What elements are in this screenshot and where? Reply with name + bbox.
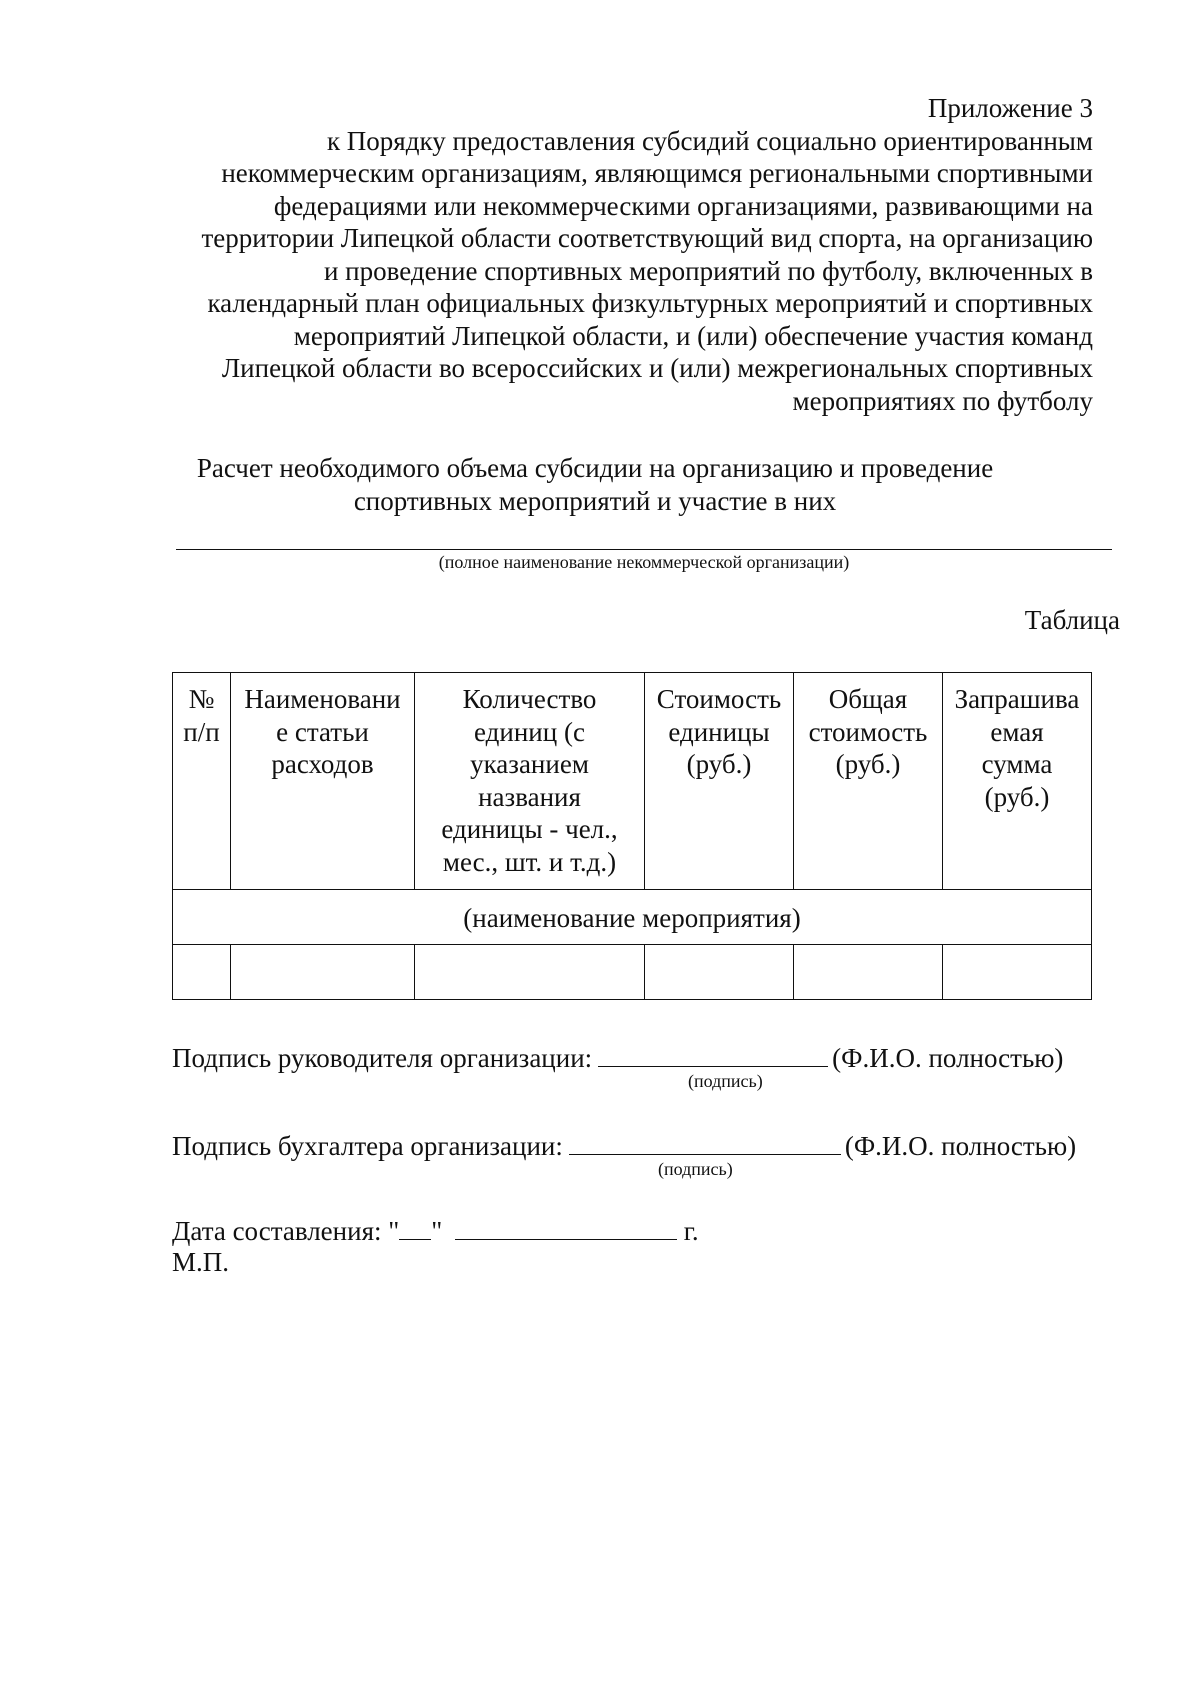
title-line: Расчет необходимого объема субсидии на организацию и проведение [196, 453, 994, 483]
table-cell[interactable] [645, 945, 794, 1000]
head-signature-caption: (подпись) [688, 1071, 763, 1091]
appendix-line: Липецкой области во всероссийских и (или) межрегиональных спортивных [221, 353, 1093, 383]
expense-table [172, 672, 1092, 1000]
table-row [173, 945, 1092, 1000]
header-cell-item: Наименовани е статьи расходов [231, 673, 415, 890]
appendix-header [150, 92, 1093, 417]
event-name-row [173, 890, 1092, 945]
header-cell-requested-sum: Запрашива емая сумма (руб.) [943, 673, 1092, 890]
head-signature-label: Подпись руководителя организации: [172, 1043, 593, 1073]
head-signature-line [172, 1039, 1063, 1074]
accountant-signature-caption: (подпись) [658, 1159, 733, 1179]
appendix-line: к Порядку предоставления субсидий социально ориентированным [326, 125, 1093, 156]
accountant-signature-field[interactable] [569, 1127, 841, 1155]
title-line: спортивных мероприятий и участие в них [353, 486, 837, 516]
head-signature-suffix: (Ф.И.О. полностью) [832, 1043, 1064, 1073]
appendix-line: календарный план официальных физкультурных мероприятий и спортивных [207, 288, 1093, 318]
header-cell-quantity: Количество единиц (с указанием названия единицы - чел., мес., шт. и т.д.) [415, 673, 645, 890]
appendix-line: некоммерческим организациям, являющимся региональными спортивными [221, 158, 1093, 188]
document-title [150, 452, 1040, 518]
appendix-line: федерациями или некоммерческими организациями, развивающими на [273, 190, 1093, 221]
date-day-field[interactable] [399, 1212, 431, 1240]
accountant-signature-label: Подпись бухгалтера организации: [172, 1131, 563, 1161]
date-month-field[interactable] [455, 1212, 677, 1240]
date-quote: " [431, 1216, 443, 1246]
date-year-suffix: г. [683, 1216, 699, 1246]
event-name-cell[interactable]: (наименование мероприятия) [173, 890, 1092, 945]
date-label: Дата составления: " [172, 1216, 400, 1246]
header-cell-total-cost: Общая стоимость (руб.) [794, 673, 943, 890]
table-cell[interactable] [943, 945, 1092, 1000]
table-cell[interactable] [173, 945, 231, 1000]
head-signature-field[interactable] [598, 1039, 828, 1067]
appendix-line: мероприятий Липецкой области, и (или) обеспечение участия команд [293, 320, 1093, 351]
table-label: Таблица [1024, 605, 1120, 635]
appendix-line: и проведение спортивных мероприятий по футболу, включенных в [323, 255, 1093, 286]
appendix-line: территории Липецкой области соответствующий вид спорта, на организацию [201, 223, 1093, 253]
table-cell[interactable] [415, 945, 645, 1000]
appendix-line: мероприятиях по футболу [792, 385, 1093, 416]
table-cell[interactable] [794, 945, 943, 1000]
accountant-signature-line [172, 1127, 1076, 1162]
header-cell-number: № п/п [173, 673, 231, 890]
header-cell-unit-cost: Стоимость единицы (руб.) [645, 673, 794, 890]
table-header-row [173, 673, 1092, 890]
appendix-line: Приложение 3 [927, 93, 1093, 123]
organization-name-line[interactable] [176, 549, 1112, 550]
accountant-signature-suffix: (Ф.И.О. полностью) [844, 1131, 1077, 1161]
compilation-date-line [172, 1212, 699, 1247]
organization-name-caption: (полное наименование некоммерческой организации) [438, 552, 850, 572]
stamp-place-label: М.П. [172, 1247, 230, 1277]
table-cell[interactable] [231, 945, 415, 1000]
